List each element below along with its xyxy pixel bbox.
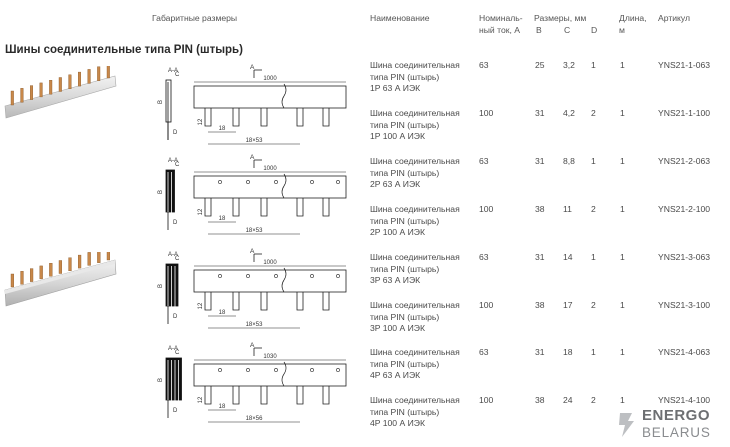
size-c: 18: [563, 347, 573, 357]
section-profile: [166, 80, 171, 122]
fixing-hole: [218, 180, 221, 183]
product-name: [370, 395, 460, 430]
logo-line1: ENERGO: [642, 407, 711, 424]
header-size-c: C: [564, 25, 571, 35]
size-d: 2: [591, 204, 596, 214]
copper-pin: [78, 72, 81, 86]
span-label: 18×53: [245, 322, 263, 328]
length-value: 1: [620, 252, 625, 262]
dimension-drawing: [150, 340, 350, 432]
section-label: A-A: [168, 252, 179, 258]
article-number: YNS21-4-100: [658, 395, 711, 405]
copper-pin: [21, 88, 24, 102]
section-profile: [166, 170, 175, 212]
copper-pin: [40, 266, 43, 279]
rated-current: 100: [479, 300, 494, 310]
bar-body: [194, 364, 346, 386]
bar-leg: [297, 108, 303, 126]
bar-body: [194, 176, 346, 198]
bar-leg: [323, 386, 329, 404]
bar-leg: [233, 198, 239, 216]
article-number: YNS21-3-100: [658, 300, 711, 310]
size-d: 1: [591, 156, 596, 166]
fixing-hole: [274, 368, 277, 371]
bar-leg: [233, 108, 239, 126]
rated-current: 63: [479, 252, 489, 262]
copper-pin: [78, 255, 81, 268]
energo-belarus-logo: [612, 405, 730, 445]
dim-b-label: B: [158, 189, 164, 195]
bar-body: [194, 270, 346, 292]
product-name-line: типа PIN (штырь): [370, 311, 440, 322]
product-name-line: 3P 100 А ИЭК: [370, 323, 425, 333]
product-name-line: Шина соединительная: [370, 347, 460, 357]
product-name-line: типа PIN (штырь): [370, 263, 440, 274]
copper-pin: [49, 80, 52, 94]
header-article: Артикул: [658, 13, 691, 23]
copper-pin: [88, 69, 91, 83]
product-name-line: Шина соединительная: [370, 300, 460, 310]
copper-pin: [40, 83, 43, 97]
bar-leg: [323, 292, 329, 310]
cut-label: A: [250, 64, 255, 71]
product-name-line: 2P 63 А ИЭК: [370, 179, 421, 189]
logo-mark-icon: [616, 409, 640, 439]
length-value: 1: [620, 395, 625, 405]
rated-current: 63: [479, 156, 489, 166]
copper-pin: [21, 271, 24, 284]
dim-d-label: D: [173, 314, 178, 320]
logo-line2: BELARUS: [642, 425, 711, 440]
size-b: 25: [535, 60, 545, 70]
rated-current: 63: [479, 60, 489, 70]
product-name-line: типа PIN (штырь): [370, 406, 440, 417]
product-name: [370, 108, 460, 143]
copper-pin: [59, 261, 62, 274]
cut-label: A: [250, 154, 255, 161]
bar-leg: [323, 198, 329, 216]
product-name-line: 1P 63 А ИЭК: [370, 83, 421, 93]
fixing-hole: [336, 274, 339, 277]
dim-b-label: B: [158, 99, 164, 105]
bar-leg: [205, 292, 211, 310]
product-name-line: типа PIN (штырь): [370, 167, 440, 178]
bar-leg: [233, 386, 239, 404]
pitch-label: 18: [218, 216, 226, 222]
product-name: [370, 300, 460, 335]
product-photo-1p: [3, 66, 118, 128]
product-name-line: 3P 63 А ИЭК: [370, 275, 421, 285]
copper-pin: [11, 91, 14, 105]
copper-pin: [69, 75, 72, 89]
height-label: 12: [198, 118, 204, 126]
copper-pin: [69, 258, 72, 271]
copper-pin: [30, 269, 33, 282]
pitch-label: 18: [218, 404, 226, 410]
height-label: 12: [198, 208, 204, 216]
bar-leg: [233, 292, 239, 310]
header-dimensions: Габаритные размеры: [152, 13, 238, 23]
size-c: 4,2: [563, 108, 575, 118]
product-name-line: 2P 100 А ИЭК: [370, 227, 425, 237]
copper-pin: [11, 274, 14, 287]
length-value: 1: [620, 204, 625, 214]
length-label: 1000: [263, 166, 277, 172]
article-number: YNS21-1-100: [658, 108, 711, 118]
product-name-line: Шина соединительная: [370, 108, 460, 118]
header-length-line1: Длина,: [619, 13, 647, 23]
size-d: 2: [591, 108, 596, 118]
length-value: 1: [620, 300, 625, 310]
product-name-line: Шина соединительная: [370, 395, 460, 405]
length-label: 1000: [263, 76, 277, 82]
size-d: 2: [591, 395, 596, 405]
length-label: 1030: [263, 354, 277, 360]
size-b: 31: [535, 252, 545, 262]
product-name-line: типа PIN (штырь): [370, 215, 440, 226]
article-number: YNS21-1-063: [658, 60, 711, 70]
article-number: YNS21-2-100: [658, 204, 711, 214]
size-d: 1: [591, 347, 596, 357]
dim-c-label: C: [175, 256, 180, 262]
copper-pin: [30, 86, 33, 100]
size-c: 17: [563, 300, 573, 310]
product-name: [370, 60, 460, 95]
size-c: 3,2: [563, 60, 575, 70]
bar-leg: [297, 386, 303, 404]
product-name-line: типа PIN (штырь): [370, 119, 440, 130]
header-size-d: D: [591, 25, 598, 35]
product-name: [370, 347, 460, 382]
dim-c-label: C: [175, 162, 180, 168]
header-current-line2: ный ток, А: [479, 25, 520, 35]
bar-leg: [297, 198, 303, 216]
bar-leg: [205, 108, 211, 126]
copper-pin: [49, 263, 52, 276]
length-value: 1: [620, 60, 625, 70]
bar-leg: [297, 292, 303, 310]
dim-c-label: C: [175, 72, 180, 78]
size-d: 2: [591, 300, 596, 310]
size-b: 31: [535, 156, 545, 166]
size-d: 1: [591, 60, 596, 70]
fixing-hole: [218, 274, 221, 277]
fixing-hole: [310, 368, 313, 371]
product-name: [370, 252, 460, 287]
product-name-line: 4P 100 А ИЭК: [370, 418, 425, 428]
fixing-hole: [274, 180, 277, 183]
fixing-hole: [246, 368, 249, 371]
bar-leg: [261, 292, 267, 310]
product-name-line: Шина соединительная: [370, 60, 460, 70]
span-label: 18×56: [245, 416, 263, 422]
fixing-hole: [218, 368, 221, 371]
fixing-hole: [310, 180, 313, 183]
bar-leg: [205, 386, 211, 404]
size-d: 1: [591, 252, 596, 262]
dimension-drawing: [150, 62, 350, 154]
fixing-hole: [246, 274, 249, 277]
height-label: 12: [198, 302, 204, 310]
size-c: 14: [563, 252, 573, 262]
product-name-line: Шина соединительная: [370, 252, 460, 262]
dim-b-label: B: [158, 377, 164, 383]
length-label: 1000: [263, 260, 277, 266]
bar-leg: [323, 108, 329, 126]
cut-label: A: [250, 342, 255, 349]
size-b: 38: [535, 300, 545, 310]
article-number: YNS21-2-063: [658, 156, 711, 166]
dimension-drawing: [150, 152, 350, 244]
dim-d-label: D: [173, 408, 178, 414]
dim-d-label: D: [173, 130, 178, 136]
bar-leg: [261, 386, 267, 404]
rated-current: 63: [479, 347, 489, 357]
length-value: 1: [620, 347, 625, 357]
bar-leg: [261, 198, 267, 216]
section-label: A-A: [168, 68, 179, 74]
length-value: 1: [620, 108, 625, 118]
product-photo-3p: [3, 252, 118, 314]
dim-b-label: B: [158, 283, 164, 289]
size-c: 8,8: [563, 156, 575, 166]
header-size-b: B: [536, 25, 542, 35]
size-c: 24: [563, 395, 573, 405]
article-number: YNS21-4-063: [658, 347, 711, 357]
dim-d-label: D: [173, 220, 178, 226]
fixing-hole: [274, 274, 277, 277]
fixing-hole: [246, 180, 249, 183]
bar-leg: [261, 108, 267, 126]
copper-pin: [97, 252, 100, 263]
length-value: 1: [620, 156, 625, 166]
bar-body: [194, 86, 346, 108]
bar-leg: [205, 198, 211, 216]
copper-pin: [97, 67, 100, 81]
size-c: 11: [563, 204, 572, 214]
section-label: A-A: [168, 158, 179, 164]
header-current-line1: Номиналь-: [479, 13, 523, 23]
fixing-hole: [336, 368, 339, 371]
rated-current: 100: [479, 204, 494, 214]
size-b: 38: [535, 204, 545, 214]
copper-pin: [88, 252, 91, 265]
rated-current: 100: [479, 395, 494, 405]
copper-pin: [107, 252, 110, 260]
span-label: 18×53: [245, 138, 263, 144]
cut-label: A: [250, 248, 255, 255]
product-name-line: Шина соединительная: [370, 204, 460, 214]
header-sizes: Размеры, мм: [534, 13, 587, 23]
pitch-label: 18: [218, 310, 226, 316]
product-name: [370, 204, 460, 239]
dim-c-label: C: [175, 350, 180, 356]
header-name: Наименование: [370, 13, 430, 23]
product-name-line: Шина соединительная: [370, 156, 460, 166]
section-title: Шины соединительные типа PIN (штырь): [5, 44, 243, 56]
span-label: 18×53: [245, 228, 263, 234]
product-name: [370, 156, 460, 191]
pitch-label: 18: [218, 126, 226, 132]
fixing-hole: [310, 274, 313, 277]
size-b: 31: [535, 347, 545, 357]
section-label: A-A: [168, 346, 179, 352]
dimension-drawing: [150, 246, 350, 338]
rated-current: 100: [479, 108, 494, 118]
header-length-line2: м: [619, 25, 625, 35]
copper-pin: [107, 66, 110, 78]
product-name-line: типа PIN (штырь): [370, 358, 440, 369]
size-b: 38: [535, 395, 545, 405]
copper-pin: [59, 78, 62, 92]
size-b: 31: [535, 108, 545, 118]
product-name-line: типа PIN (штырь): [370, 71, 440, 82]
height-label: 12: [198, 396, 204, 404]
product-name-line: 4P 63 А ИЭК: [370, 370, 421, 380]
product-name-line: 1P 100 А ИЭК: [370, 131, 425, 141]
article-number: YNS21-3-063: [658, 252, 711, 262]
fixing-hole: [336, 180, 339, 183]
